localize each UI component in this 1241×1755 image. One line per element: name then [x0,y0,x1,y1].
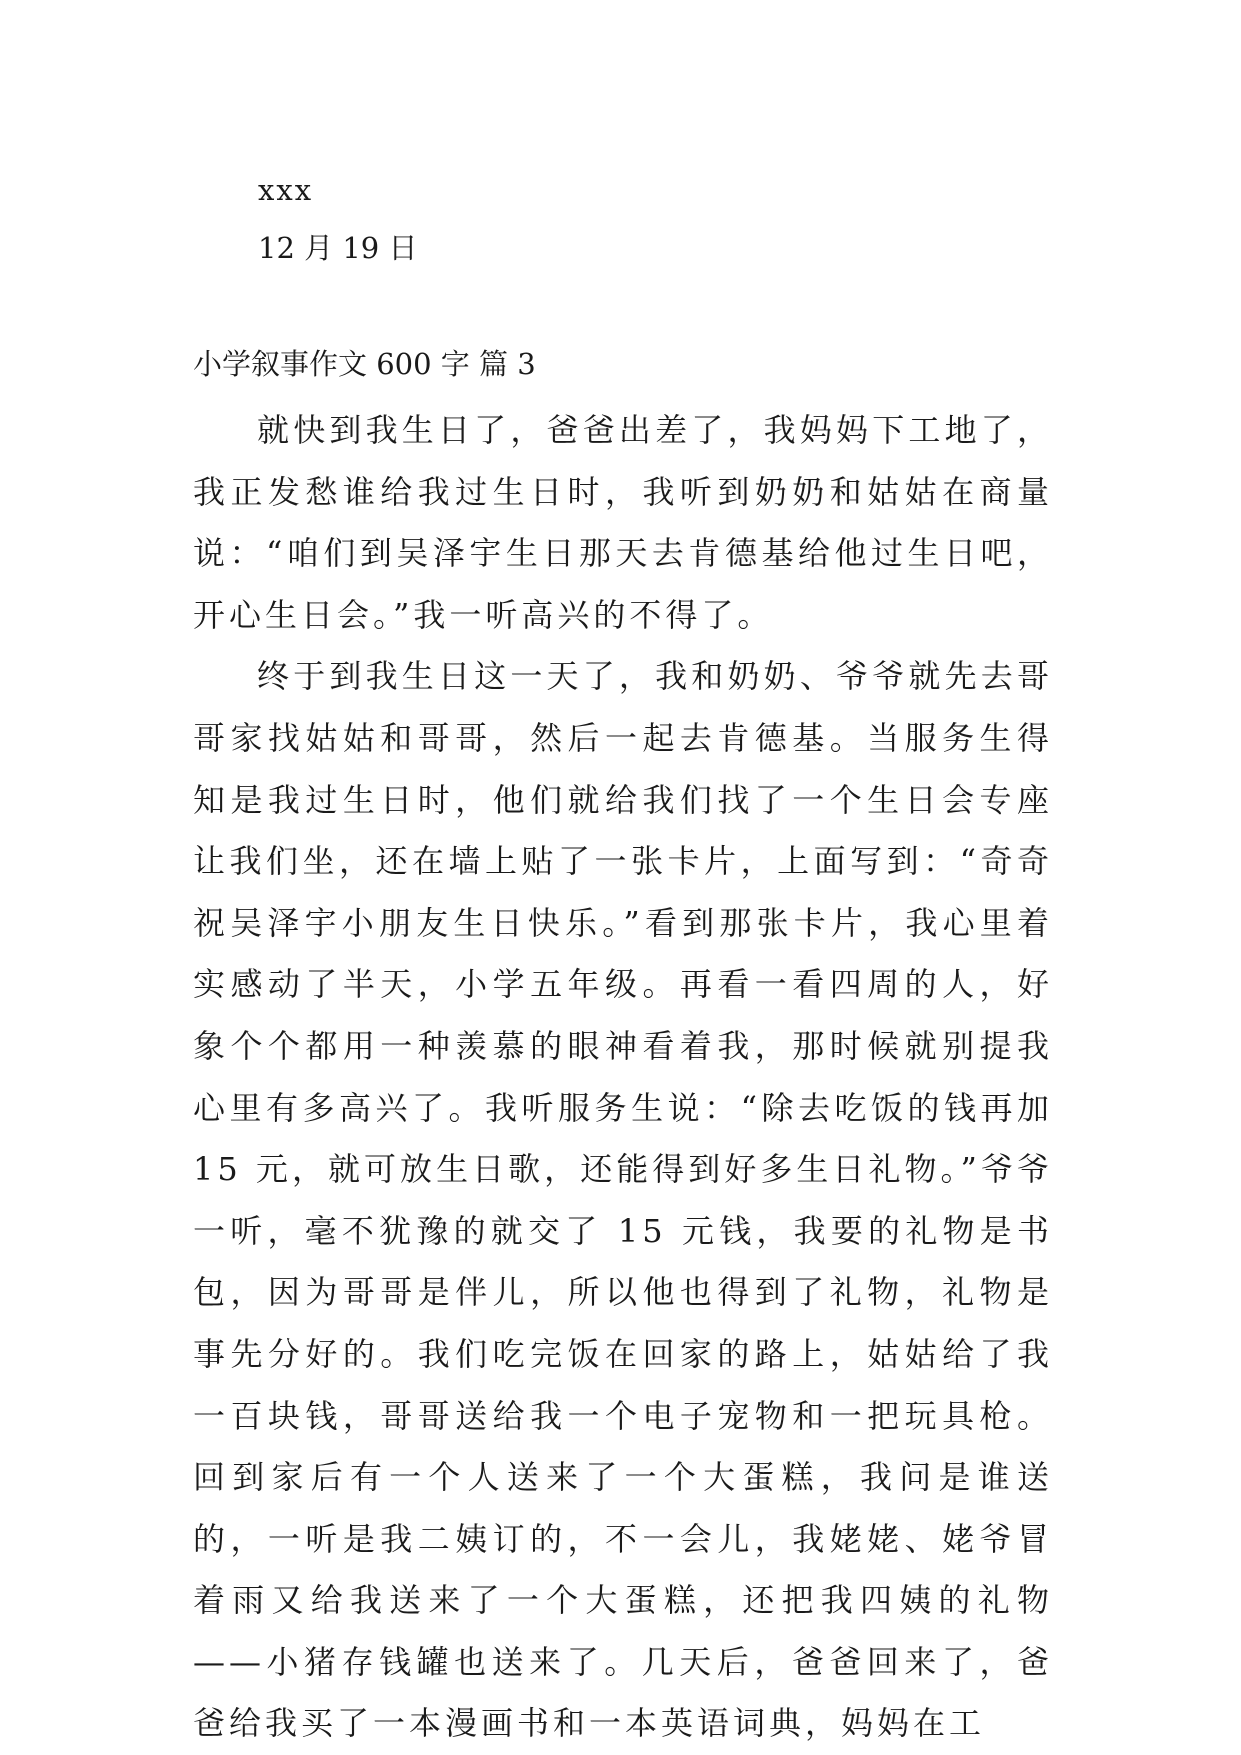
essay-paragraph: 就快到我生日了，爸爸出差了，我妈妈下工地了，我正发愁谁给我过生日时，我听到奶奶和姑姑在商量说：“咱们到吴泽宇生日那天去肯德基给他过生日吧，开心生日会。”我一听高兴的不得了。 [193,411,1053,634]
signature-date: 12 月 19 日 [258,231,418,265]
signature-name: xxx [258,173,314,207]
essay-body [193,400,1053,1755]
essay-title: 小学叙事作文 600 字 篇 3 [193,347,536,381]
essay-paragraph: 终于到我生日这一天了，我和奶奶、爷爷就先去哥哥家找姑姑和哥哥，然后一起去肯德基。当服务生得知是我过生日时，他们就给我们找了一个生日会专座让我们坐，还在墙上贴了一张卡片，上面写到：“奇奇祝吴泽宇小朋友生日快乐。”看到那张卡片，我心里着实感动了半天，小学五年级。再看一看四周的人，好象个个都用一种羡慕的眼神看着我，那时候就别提我心里有多高兴了。我听服务生说：“除去吃饭的钱再加 15 元，就可放生日歌，还能得到好多生日礼物。”爷爷一听，毫不犹豫的就交了 15 元钱，我要的礼物是书包，因为哥哥是伴儿，所以他也得到了礼物，礼物是事先分好的。我们吃完饭在回家的路上，姑姑给了我一百块钱，哥哥送给我一个电子宠物和一把玩具枪。回到家后有一个人送来了一个大蛋糕，我问是谁送的，一听是我二姨订的，不一会儿，我姥姥、姥爷冒着雨又给我送来了一个大蛋糕，还把我四姨的礼物——小猪存钱罐也送来了。几天后，爸爸回来了，爸爸给我买了一本漫画书和一本英语词典，妈妈在工 [193,657,1053,1743]
